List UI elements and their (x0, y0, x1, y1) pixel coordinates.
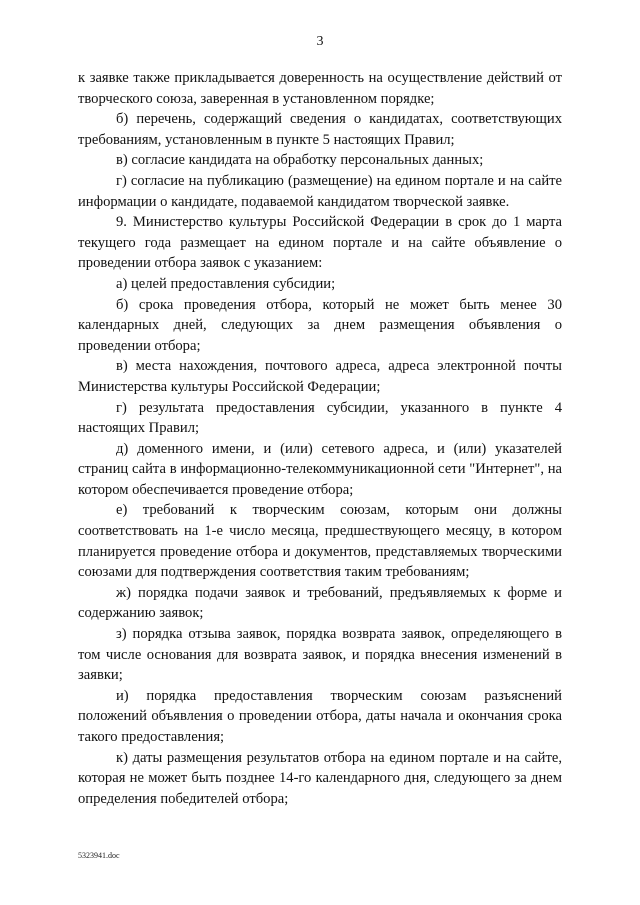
paragraph-g-result: г) результата предоставления субсидии, указанного в пункте 4 настоящих Правил; (78, 399, 562, 437)
paragraph-attorney-continuation: к заявке также прикладывается доверенность на осуществление действий от творческого союза, заверенная в установленном порядке; (78, 70, 562, 107)
document-body (78, 68, 562, 809)
paragraph-v-address: в) места нахождения, почтового адреса, адреса электронной почты Министерства культуры Российской Федерации; (78, 358, 562, 395)
paragraph-d-domain: д) доменного имени, и (или) сетевого адреса, и (или) указателей страниц сайта в информационно-телекоммуникационной сети "Интернет", на котором обеспечивается проведение отбора; (78, 440, 562, 498)
paragraph-k-results-date: к) даты размещения результатов отбора на едином портале и на сайте, которая не может быть позднее 14-го календарного дня, следующего за днем определения победителей отбора; (78, 749, 562, 807)
paragraph-b-candidates-list: б) перечень, содержащий сведения о кандидатах, соответствующих требованиям, установленным в пункте 5 настоящих Правил; (78, 111, 562, 148)
paragraph-zh-submission: ж) порядка подачи заявок и требований, предъявляемых к форме и содержанию заявок; (78, 584, 562, 622)
document-code: 5323941.doc (78, 851, 120, 860)
paragraph-g-publication-consent: г) согласие на публикацию (размещение) на едином портале и на сайте информации о кандидате, подаваемой кандидатом творческой заявке. (78, 172, 562, 210)
paragraph-z-withdrawal: з) порядка отзыва заявок, порядка возврата заявок, определяющего в том числе основания для возврата заявок, и порядка внесения изменений в заявки; (78, 626, 562, 684)
paragraph-i-clarifications: и) порядка предоставления творческим союзам разъяснений положений объявления о проведении отбора, даты начала и окончания срока такого предоставления; (78, 687, 562, 745)
paragraph-9-announcement: 9. Министерство культуры Российской Федерации в срок до 1 марта текущего года размещает на едином портале и на сайте объявление о проведении отбора заявок с указанием: (78, 214, 562, 272)
paragraph-v-data-consent: в) согласие кандидата на обработку персональных данных; (116, 152, 484, 169)
paragraph-a-goals: а) целей предоставления субсидии; (116, 275, 336, 292)
paragraph-e-requirements: е) требований к творческим союзам, которым они должны соответствовать на 1-е число месяца, предшествующего месяцу, в котором планируется проведение отбора и документов, представляемых творческими союзами для подтверждения соответствия таким требованиям; (78, 502, 562, 581)
paragraph-b-term: б) срока проведения отбора, который не может быть менее 30 календарных дней, следующих за днем размещения объявления о проведении отбора; (78, 296, 562, 354)
page-number: 3 (316, 34, 324, 49)
